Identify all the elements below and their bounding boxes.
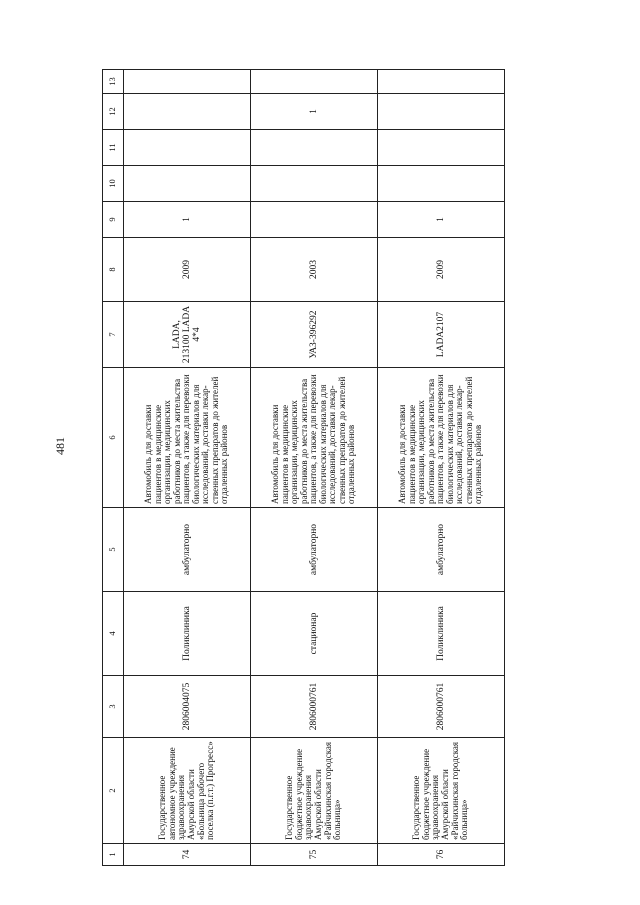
care-type-cell: амбулаторно <box>251 508 378 592</box>
header-cell: 6 <box>103 368 124 508</box>
organization-name: Государственное автономное учреждение здравоохранения Амурской области «Больница рабочего поселка (п.г.т.) Прогресс» <box>124 738 251 844</box>
year-cell: 2009 <box>378 238 505 302</box>
inn-cell: 2806004075 <box>124 676 251 738</box>
header-cell: 2 <box>103 738 124 844</box>
vehicle-model-cell: LADA, 213100 LADA 4*4 <box>124 302 251 368</box>
count-cell <box>251 202 378 238</box>
header-cell: 5 <box>103 508 124 592</box>
count-cell <box>251 130 378 166</box>
header-cell: 3 <box>103 676 124 738</box>
count-cell: 1 <box>378 202 505 238</box>
header-cell: 1 <box>103 844 124 866</box>
header-cell: 12 <box>103 94 124 130</box>
table-row <box>124 70 251 866</box>
vehicle-purpose-cell: Автомобиль для доставки пациентов в медицинские организации, медицинских работников до места жительства пациентов, а также для перевозки биологических материалов для исследований, доставки лекарственных препаратов до жителей отдаленных районов <box>124 368 251 508</box>
vehicle-purpose-cell: Автомобиль для доставки пациентов в медицинские организации, медицинских работников до места жительства пациентов, а также для перевозки биологических материалов для исследований, доставки лекарственных препаратов до жителей отдаленных районов <box>251 368 378 508</box>
inn-cell: 2806000761 <box>251 676 378 738</box>
care-type-cell: амбулаторно <box>124 508 251 592</box>
table-row <box>378 70 505 866</box>
count-cell <box>251 70 378 94</box>
header-cell: 7 <box>103 302 124 368</box>
count-cell <box>251 166 378 202</box>
department-cell: Поликлиника <box>378 592 505 676</box>
inn-cell: 2806000761 <box>378 676 505 738</box>
count-cell <box>378 166 505 202</box>
department-cell: Поликлиника <box>124 592 251 676</box>
year-cell: 2003 <box>251 238 378 302</box>
count-cell: 1 <box>124 202 251 238</box>
count-cell <box>124 70 251 94</box>
rotated-table-container <box>102 70 505 866</box>
header-cell: 9 <box>103 202 124 238</box>
header-cell: 4 <box>103 592 124 676</box>
table-row <box>251 70 378 866</box>
count-cell <box>124 130 251 166</box>
header-cell: 10 <box>103 166 124 202</box>
organization-name: Государственное бюджетное учреждение здравоохранения Амурской области «Райчихинская городская больница» <box>378 738 505 844</box>
count-cell: 1 <box>251 94 378 130</box>
header-cell: 8 <box>103 238 124 302</box>
page-number: 481 <box>53 437 67 455</box>
vehicle-table <box>102 69 505 866</box>
year-cell: 2009 <box>124 238 251 302</box>
count-cell <box>378 70 505 94</box>
vehicle-purpose-cell: Автомобиль для доставки пациентов в медицинские организации, медицинских работников до места жительства пациентов, а также для перевозки биологических материалов для исследований, доставки лекарственных препаратов до жителей отдаленных районов <box>378 368 505 508</box>
row-number: 76 <box>378 844 505 866</box>
department-cell: стационар <box>251 592 378 676</box>
vehicle-model-cell: LADA2107 <box>378 302 505 368</box>
count-cell <box>378 130 505 166</box>
organization-name: Государственное бюджетное учреждение здравоохранения Амурской области «Райчихинская городская больница» <box>251 738 378 844</box>
row-number: 75 <box>251 844 378 866</box>
count-cell <box>378 94 505 130</box>
count-cell <box>124 166 251 202</box>
vehicle-model-cell: УАЗ-396292 <box>251 302 378 368</box>
header-cell: 13 <box>103 70 124 94</box>
header-row <box>103 70 124 866</box>
row-number: 74 <box>124 844 251 866</box>
count-cell <box>124 94 251 130</box>
care-type-cell: амбулаторно <box>378 508 505 592</box>
header-cell: 11 <box>103 130 124 166</box>
